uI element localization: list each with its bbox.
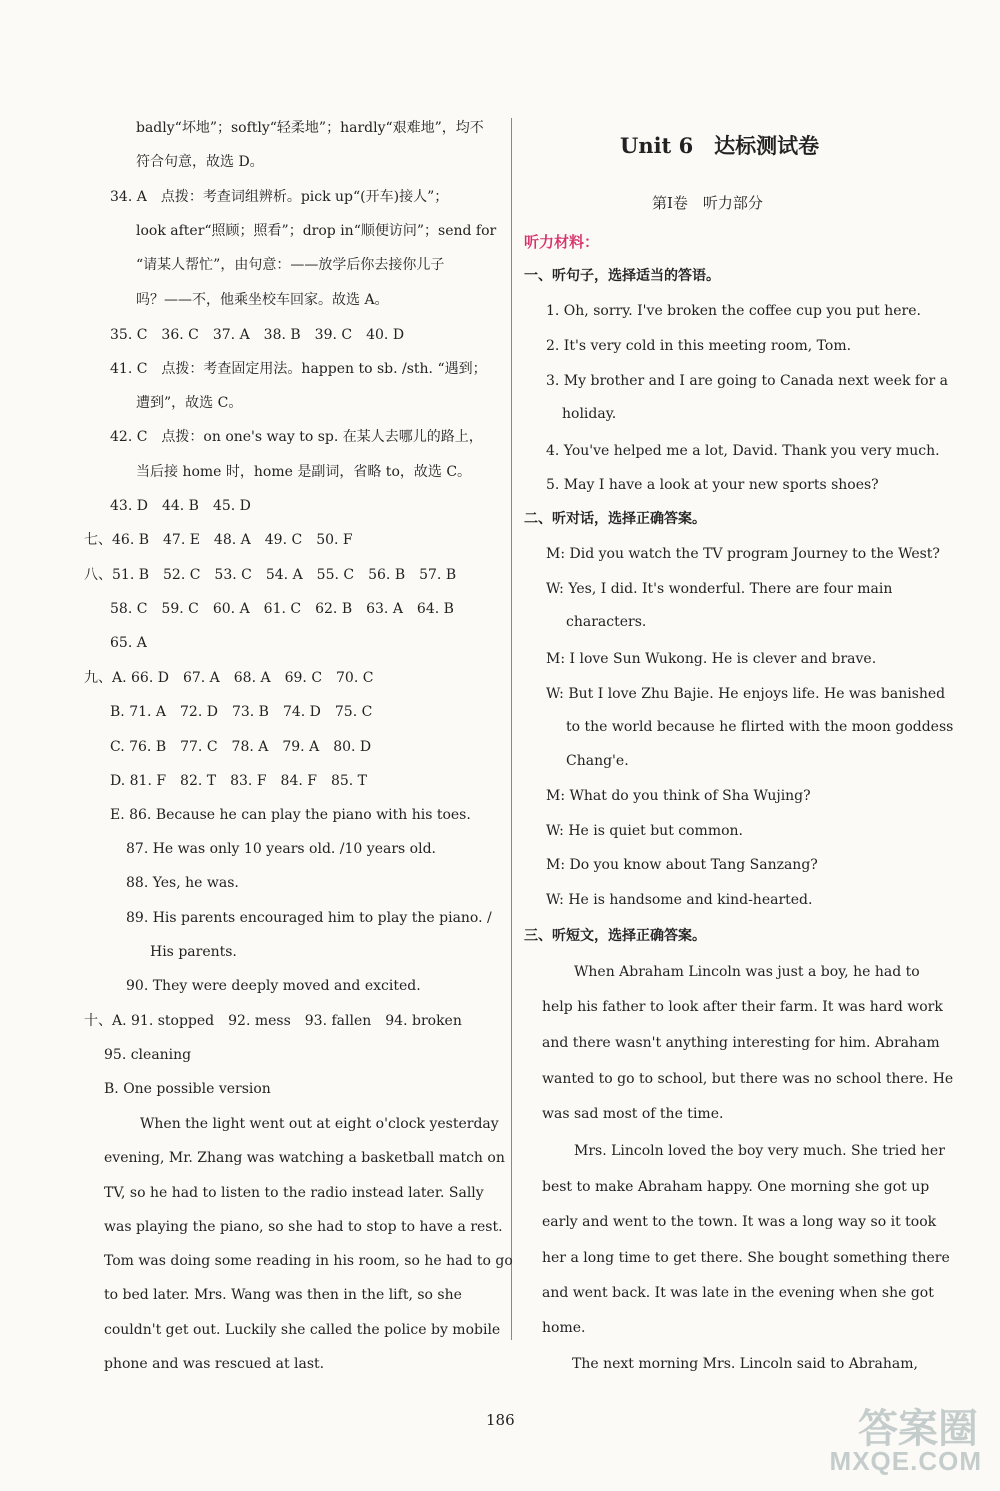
- left-line: 34. A 点拨：考查词组辨析。pick up“(开车)接人”；: [110, 189, 449, 205]
- left-line: 41. C 点拨：考查固定用法。happen to sb. /sth. “遇到；: [110, 361, 487, 377]
- right-line: Mrs. Lincoln loved the boy very much. She tried her: [574, 1143, 945, 1159]
- left-line: 95. cleaning: [104, 1047, 192, 1063]
- left-line: 42. C 点拨：on one's way to sp. 在某人去哪儿的路上，: [110, 429, 483, 445]
- left-line: 90. They were deeply moved and excited.: [126, 978, 421, 994]
- left-line: D. 81. F 82. T 83. F 84. F 85. T: [110, 773, 368, 789]
- left-line: evening, Mr. Zhang was watching a basketball match on: [104, 1150, 505, 1166]
- right-line: her a long time to get there. She bought something there: [542, 1250, 950, 1266]
- left-line: 当后接 home 时，home 是副词，省略 to，故选 C。: [136, 464, 472, 480]
- left-line: badly“坏地”；softly“轻柔地”；hardly“艰难地”，均不: [136, 120, 484, 136]
- left-line: 89. His parents encouraged him to play the piano. /: [126, 910, 492, 926]
- listening-material-label: 听力材料：: [524, 233, 600, 251]
- right-line: was sad most of the time.: [542, 1106, 724, 1122]
- right-line: When Abraham Lincoln was just a boy, he had to: [574, 964, 920, 980]
- left-line: was playing the piano, so she had to stop to have a rest.: [104, 1219, 503, 1235]
- left-line: TV, so he had to listen to the radio instead later. Sally: [104, 1185, 484, 1201]
- right-line: 4. You've helped me a lot, David. Thank you very much.: [546, 443, 940, 459]
- right-line: 1. Oh, sorry. I've broken the coffee cup you put here.: [546, 303, 921, 319]
- left-line: 87. He was only 10 years old. /10 years old.: [126, 841, 436, 857]
- right-line: 二、听对话，选择正确答案。: [524, 511, 706, 527]
- left-line: 符合句意，故选 D。: [136, 154, 264, 170]
- left-line: 35. C 36. C 37. A 38. B 39. C 40. D: [110, 327, 405, 343]
- left-line: Tom was doing some reading in his room, so he had to go: [104, 1253, 513, 1269]
- right-line: Chang'e.: [566, 753, 629, 769]
- left-line: 遭到”，故选 C。: [136, 395, 243, 411]
- right-line: wanted to go to school, but there was no school there. He: [542, 1071, 954, 1087]
- left-line: B. 71. A 72. D 73. B 74. D 75. C: [110, 704, 373, 720]
- left-line: couldn't get out. Luckily she called the police by mobile: [104, 1322, 501, 1338]
- section-subtitle: 第Ⅰ卷 听力部分: [652, 194, 763, 212]
- right-line: W: Yes, I did. It's wonderful. There are four main: [546, 581, 893, 597]
- right-line: 三、听短文，选择正确答案。: [524, 928, 706, 944]
- right-line: 5. May I have a look at your new sports shoes?: [546, 477, 879, 493]
- left-line: 43. D 44. B 45. D: [110, 498, 251, 514]
- right-line: early and went to the town. It was a long way so it took: [542, 1214, 937, 1230]
- right-line: 3. My brother and I are going to Canada next week for a: [546, 373, 949, 389]
- right-line: W: He is handsome and kind-hearted.: [546, 892, 813, 908]
- right-line: The next morning Mrs. Lincoln said to Abraham,: [572, 1356, 918, 1372]
- right-line: home.: [542, 1320, 586, 1336]
- watermark-logo: [812, 1397, 982, 1477]
- right-line: characters.: [566, 614, 647, 630]
- left-line: to bed later. Mrs. Wang was then in the lift, so she: [104, 1287, 462, 1303]
- right-line: holiday.: [562, 406, 617, 422]
- right-line: M: Do you know about Tang Sanzang?: [546, 857, 818, 873]
- left-line: 九、A. 66. D 67. A 68. A 69. C 70. C: [84, 670, 374, 686]
- column-divider: [511, 118, 512, 1340]
- right-line: best to make Abraham happy. One morning she got up: [542, 1179, 930, 1195]
- left-line: “请某人帮忙”，由句意：——放学后你去接你儿子: [136, 257, 445, 273]
- left-line: 吗？——不，他乘坐校车回家。故选 A。: [136, 292, 389, 308]
- watermark-url: MXQE.COM: [829, 1446, 982, 1476]
- left-line: 65. A: [110, 635, 147, 651]
- right-line: to the world because he flirted with the moon goddess: [566, 719, 954, 735]
- left-line: 七、46. B 47. E 48. A 49. C 50. F: [84, 532, 353, 548]
- right-line: 一、听句子，选择适当的答语。: [524, 268, 720, 284]
- right-line: M: What do you think of Sha Wujing?: [546, 788, 811, 804]
- watermark-glyphs: 答案圈: [858, 1407, 978, 1451]
- page-number: 186: [486, 1411, 515, 1429]
- right-line: 2. It's very cold in this meeting room, Tom.: [546, 338, 852, 354]
- left-line: 58. C 59. C 60. A 61. C 62. B 63. A 64. B: [110, 601, 454, 617]
- right-line: and there wasn't anything interesting for him. Abraham: [542, 1035, 940, 1051]
- left-line: When the light went out at eight o'clock yesterday: [140, 1116, 499, 1132]
- left-line: B. One possible version: [104, 1081, 271, 1097]
- left-line: E. 86. Because he can play the piano with his toes.: [110, 807, 471, 823]
- right-line: and went back. It was late in the evening when she got: [542, 1285, 934, 1301]
- right-line: help his father to look after their farm. It was hard work: [542, 999, 943, 1015]
- left-line: C. 76. B 77. C 78. A 79. A 80. D: [110, 739, 372, 755]
- left-line: 十、A. 91. stopped 92. mess 93. fallen 94. broken: [84, 1013, 462, 1029]
- page-title: Unit 6 达标测试卷: [620, 133, 820, 158]
- right-line: M: Did you watch the TV program Journey to the West?: [546, 546, 940, 562]
- right-line: M: I love Sun Wukong. He is clever and brave.: [546, 651, 877, 667]
- right-line: W: He is quiet but common.: [546, 823, 743, 839]
- left-line: phone and was rescued at last.: [104, 1356, 325, 1372]
- left-line: His parents.: [150, 944, 237, 960]
- left-line: look after“照顾；照看”；drop in“顺便访问”；send for: [136, 223, 497, 239]
- right-line: W: But I love Zhu Bajie. He enjoys life. He was banished: [546, 686, 946, 702]
- left-line: 88. Yes, he was.: [126, 875, 239, 891]
- left-line: 八、51. B 52. C 53. C 54. A 55. C 56. B 57. B: [84, 567, 457, 583]
